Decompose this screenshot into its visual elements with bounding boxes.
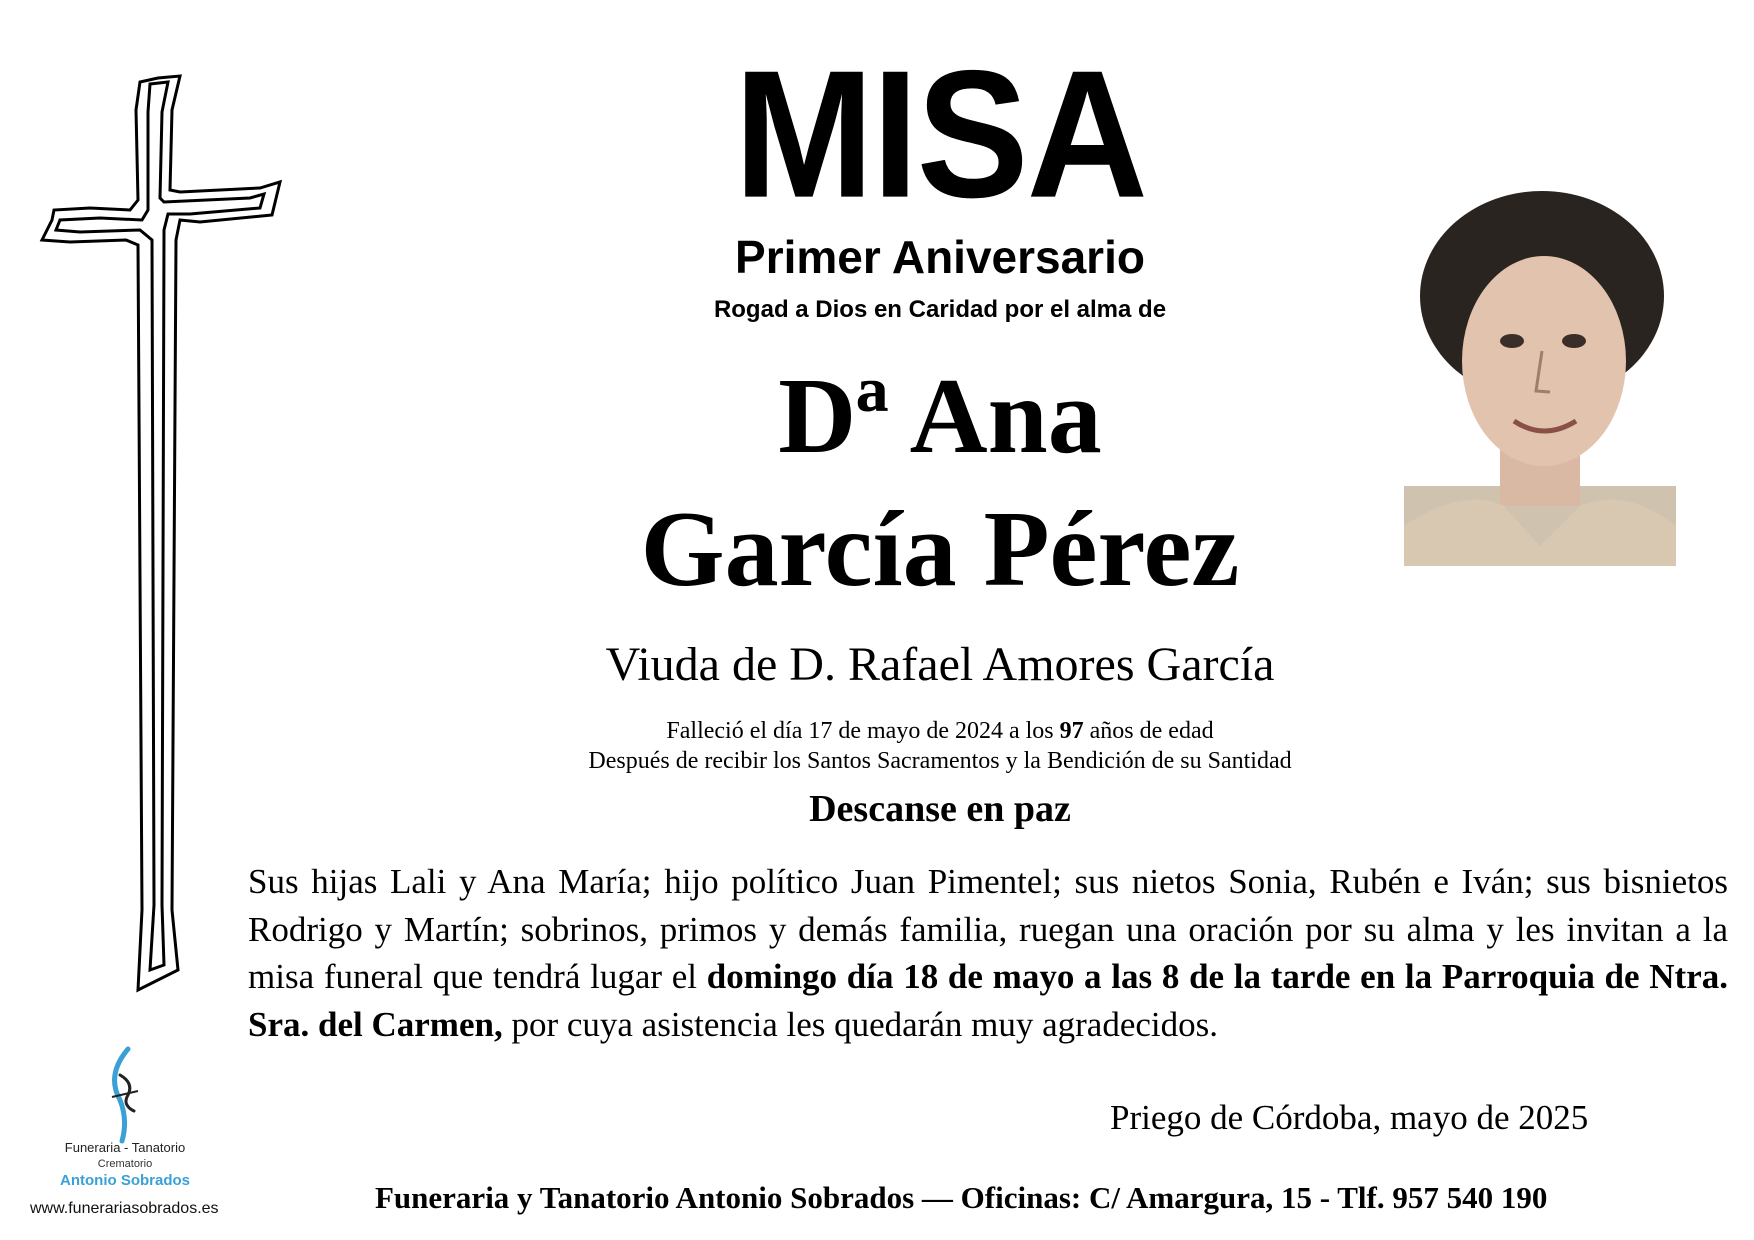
sacraments-line: Después de recibir los Santos Sacramentos y la Bendición de su Santidad — [588, 748, 1292, 774]
death-prefix: Falleció el día 17 de mayo de 2024 a los — [666, 718, 1054, 744]
logo-line3: Antonio Sobrados — [60, 1172, 190, 1189]
page-title: MISA — [734, 32, 1146, 236]
death-suffix: años de edad — [1089, 718, 1214, 744]
widow-of: Viuda de D. Rafael Amores García — [605, 638, 1275, 691]
website-link[interactable]: www.funerariasobrados.es — [30, 1200, 219, 1217]
logo-line1: Funeraria - Tanatorio — [64, 1140, 186, 1155]
age: 97 — [1059, 718, 1084, 744]
announcement-text — [248, 858, 1728, 1048]
announcement-end: por cuya asistencia les quedarán muy agradecidos. — [511, 1004, 1218, 1044]
footer-contact — [375, 1180, 1547, 1216]
subtitle: Primer Aniversario — [735, 231, 1145, 283]
logo-line2: Crematorio — [97, 1158, 153, 1170]
death-info — [390, 718, 1490, 745]
announcement-start: Sus hijas Lali y Ana María; hijo político Juan Pimentel; sus nietos Sonia, Rubén e Iván; sus bisnietos Rodrigo y Martín; sobrinos, primos y demás familia, ruegan una oración por su alma y les invitan a la misa funeral que tendrá lugar el — [248, 862, 1728, 996]
footer-text: Funeraria y Tanatorio Antonio Sobrados — Oficinas: C/ Amargura, 15 - Tlf. 957 540 190 — [375, 1180, 1548, 1215]
deceased-name-line2: García Pérez — [640, 490, 1240, 609]
prayer-line: Rogad a Dios en Caridad por el alma de — [713, 296, 1167, 323]
logo-icon — [98, 1045, 152, 1145]
rest-in-peace: Descanse en paz — [809, 788, 1071, 830]
announcement-bold: domingo día 18 de mayo a las 8 de la tarde en la Parroquia de Ntra. Sra. del Carmen, — [248, 957, 1729, 1044]
deceased-name-line1: Dª Ana — [778, 357, 1102, 476]
portrait-photo — [1404, 186, 1676, 566]
place-date: Priego de Córdoba, mayo de 2025 — [1110, 1098, 1589, 1137]
